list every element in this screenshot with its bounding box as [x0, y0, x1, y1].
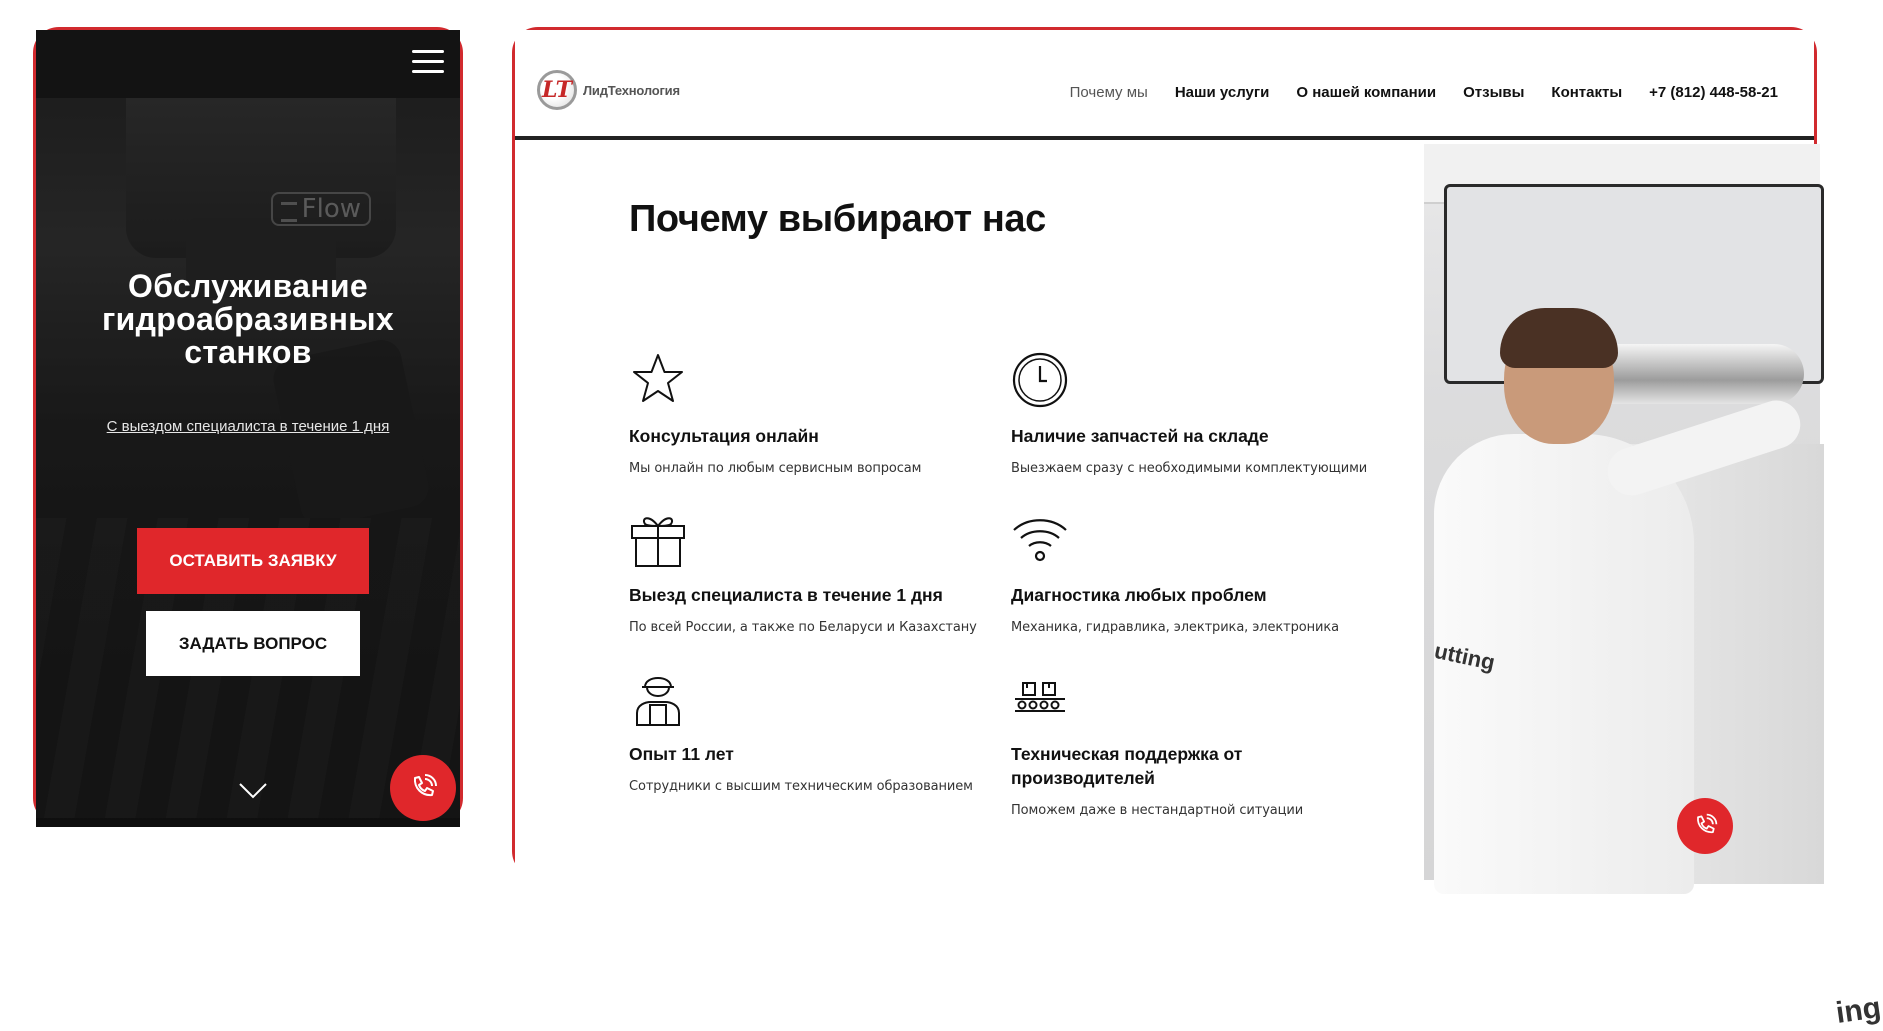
feature-description: Сотрудники с высшим техническим образованием: [629, 779, 973, 794]
logo-text: ЛидТехнология: [583, 82, 680, 98]
mobile-mockup: [33, 27, 463, 824]
site-header: [515, 30, 1814, 140]
photo-cabinet-label: ing: [1833, 991, 1883, 1030]
main-nav: [1070, 84, 1778, 101]
feature-description: Мы онлайн по любым сервисным вопросам: [629, 461, 922, 476]
feature-title: Наличие запчастей на складе: [1011, 426, 1269, 446]
conveyor-icon: [1011, 669, 1069, 727]
feature-title: Техническая поддержка от производителей: [1011, 744, 1243, 788]
feature-item: [1011, 669, 1381, 818]
nav-item-contacts[interactable]: Контакты: [1551, 84, 1623, 101]
call-button[interactable]: [1677, 798, 1733, 854]
feature-item: [629, 510, 999, 635]
feature-title: Диагностика любых проблем: [1011, 585, 1267, 605]
flow-brand-badge: Flow: [271, 192, 371, 226]
feature-description: Поможем даже в нестандартной ситуации: [1011, 803, 1304, 818]
worker-icon: [629, 669, 687, 727]
photo-hair: [1500, 308, 1618, 368]
logo-mark-icon: LT: [537, 70, 577, 110]
feature-item: [629, 351, 999, 476]
nav-item-about[interactable]: О нашей компании: [1296, 84, 1437, 101]
star-icon: [629, 351, 687, 409]
nav-item-why-us[interactable]: Почему мы: [1069, 84, 1148, 101]
chevron-down-icon[interactable]: [238, 782, 268, 800]
feature-item: [629, 669, 999, 794]
photo-shirt-label: utting: [1432, 637, 1498, 676]
hero-subtitle-link[interactable]: С выездом специалиста в течение 1 дня: [106, 418, 390, 435]
site-logo[interactable]: [537, 70, 680, 110]
hamburger-menu-icon[interactable]: [412, 50, 444, 76]
ask-question-button[interactable]: ЗАДАТЬ ВОПРОС: [146, 611, 360, 676]
phone-icon: [1691, 812, 1719, 840]
hero-overlay: [36, 98, 460, 827]
section-title: Почему выбирают нас: [629, 198, 1046, 240]
feature-title: Опыт 11 лет: [629, 744, 734, 764]
nav-item-reviews[interactable]: Отзывы: [1463, 84, 1525, 101]
call-button[interactable]: [390, 755, 456, 821]
feature-description: Выезжаем сразу с необходимыми комплектующими: [1011, 461, 1368, 476]
feature-title: Выезд специалиста в течение 1 дня: [629, 585, 943, 605]
nav-phone-link[interactable]: +7 (812) 448-58-21: [1649, 84, 1778, 101]
clock-icon: [1011, 351, 1069, 409]
feature-item: [1011, 351, 1381, 476]
feature-description: По всей России, а также по Беларуси и Казахстану: [629, 620, 977, 635]
mobile-topbar: [36, 30, 460, 98]
hero-background-image: [36, 98, 460, 827]
hero-title: Обслуживание гидроабразивных станков: [102, 268, 394, 370]
why-us-section: [515, 144, 1425, 880]
leave-request-button[interactable]: ОСТАВИТЬ ЗАЯВКУ: [137, 528, 369, 594]
wifi-icon: [1011, 510, 1069, 568]
gift-icon: [629, 510, 687, 568]
feature-description: Механика, гидравлика, электрика, электроника: [1011, 620, 1339, 635]
nav-item-services[interactable]: Наши услуги: [1174, 84, 1270, 101]
feature-item: [1011, 510, 1381, 635]
technician-photo: [1424, 144, 1883, 1030]
phone-icon: [407, 772, 439, 804]
feature-title: Консультация онлайн: [629, 426, 819, 446]
photo-technician: [1434, 314, 1694, 884]
desktop-mockup: [512, 27, 1883, 1030]
